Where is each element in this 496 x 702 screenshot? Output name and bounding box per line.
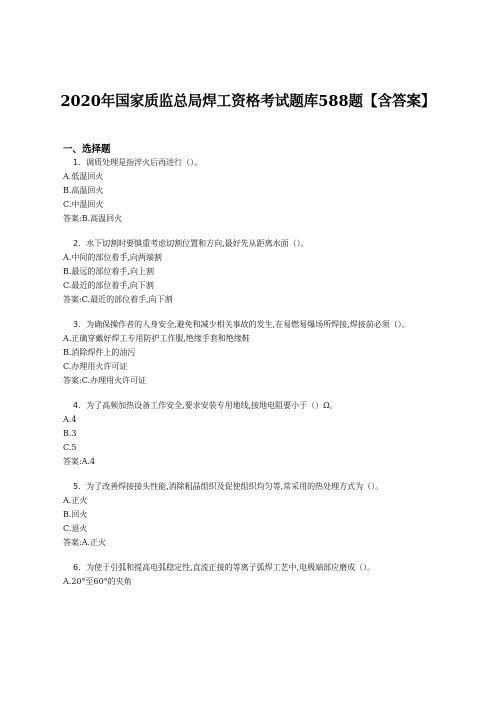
question-text: 为使于引弧和提高电弧稳定性,直流正接的等离子弧焊工艺中,电极端部应磨成（）。 xyxy=(86,563,376,572)
question-stem: 2．水下切割时要慎重考虑切割位置和方向,最好先从距离水面（）。 xyxy=(73,239,309,248)
question-stem: 1．调质处理是指淬火后再进行（）。 xyxy=(73,158,203,167)
option-a: A.20°至60°的夹角 xyxy=(63,577,132,586)
option-a: A.低温回火 xyxy=(63,172,104,181)
option-b: B.消除焊件上的油污 xyxy=(63,348,136,357)
question-number: 3 xyxy=(73,320,79,329)
question-number: 5 xyxy=(73,482,79,491)
question-text: 为了改善焊接接头性能,消除粗晶组织及促使组织均匀等,常采用的热处理方式为（）。 xyxy=(86,482,384,491)
question-item xyxy=(63,237,443,307)
question-number: 2 xyxy=(73,239,79,248)
question-item xyxy=(63,561,443,589)
question-item xyxy=(63,480,443,550)
question-item xyxy=(63,156,443,226)
option-b: B.3 xyxy=(63,429,77,438)
option-a: A.4 xyxy=(63,415,77,424)
question-text: 调质处理是指淬火后再进行（）。 xyxy=(86,158,203,167)
answer-line: 答案:A.正火 xyxy=(63,538,107,547)
question-item xyxy=(63,318,443,388)
question-number: 1 xyxy=(73,158,79,167)
answer-line: 答案:A.4 xyxy=(63,457,96,466)
option-c: C.5 xyxy=(63,443,77,452)
answer-line: 答案:B.高温回火 xyxy=(63,214,123,223)
option-b: B.回火 xyxy=(63,510,88,519)
question-number: 4 xyxy=(73,401,79,410)
answer-line: 答案:C.最近的部位着手,向下割 xyxy=(63,295,173,304)
option-c: C.退火 xyxy=(63,524,88,533)
option-b: B.最远的部位着手,向上割 xyxy=(63,267,154,276)
option-c: C.办理用火许可证 xyxy=(63,362,128,371)
option-a: A.正确穿戴好焊工专用防护工作服,绝缘手套和绝缘鞋 xyxy=(63,334,250,343)
question-item xyxy=(63,399,443,469)
option-a: A.正火 xyxy=(63,496,88,505)
option-b: B.高温回火 xyxy=(63,186,104,195)
question-list xyxy=(63,156,443,600)
question-stem: 6．为使于引弧和提高电弧稳定性,直流正接的等离子弧焊工艺中,电极端部应磨成（）。 xyxy=(73,563,376,572)
option-c: C.最近的部位着手,向下割 xyxy=(63,281,154,290)
question-stem: 5．为了改善焊接接头性能,消除粗晶组织及促使组织均匀等,常采用的热处理方式为（）。 xyxy=(73,482,384,491)
document-title: 2020年国家质监总局焊工资格考试题库588题【含答案】 xyxy=(60,93,436,110)
question-text: 为确保操作者的人身安全,避免和减少相关事故的发生,在易燃易爆场所焊接,焊接前必须（）。 xyxy=(86,320,410,329)
question-number: 6 xyxy=(73,563,79,572)
question-stem: 4．为了高频加热设备工作安全,要求安装专用地线,接地电阻要小于（）Ω。 xyxy=(73,401,338,410)
answer-line: 答案:C.办理用火许可证 xyxy=(63,376,147,385)
option-a: A.中间的部位着手,向两端割 xyxy=(63,253,162,262)
question-text: 为了高频加热设备工作安全,要求安装专用地线,接地电阻要小于（）Ω。 xyxy=(86,401,338,410)
question-stem: 3．为确保操作者的人身安全,避免和减少相关事故的发生,在易燃易爆场所焊接,焊接前必须（）。 xyxy=(73,320,410,329)
question-text: 水下切割时要慎重考虑切割位置和方向,最好先从距离水面（）。 xyxy=(86,239,309,248)
option-c: C.中温回火 xyxy=(63,200,104,209)
section-heading: 一、选择题 xyxy=(63,144,111,155)
